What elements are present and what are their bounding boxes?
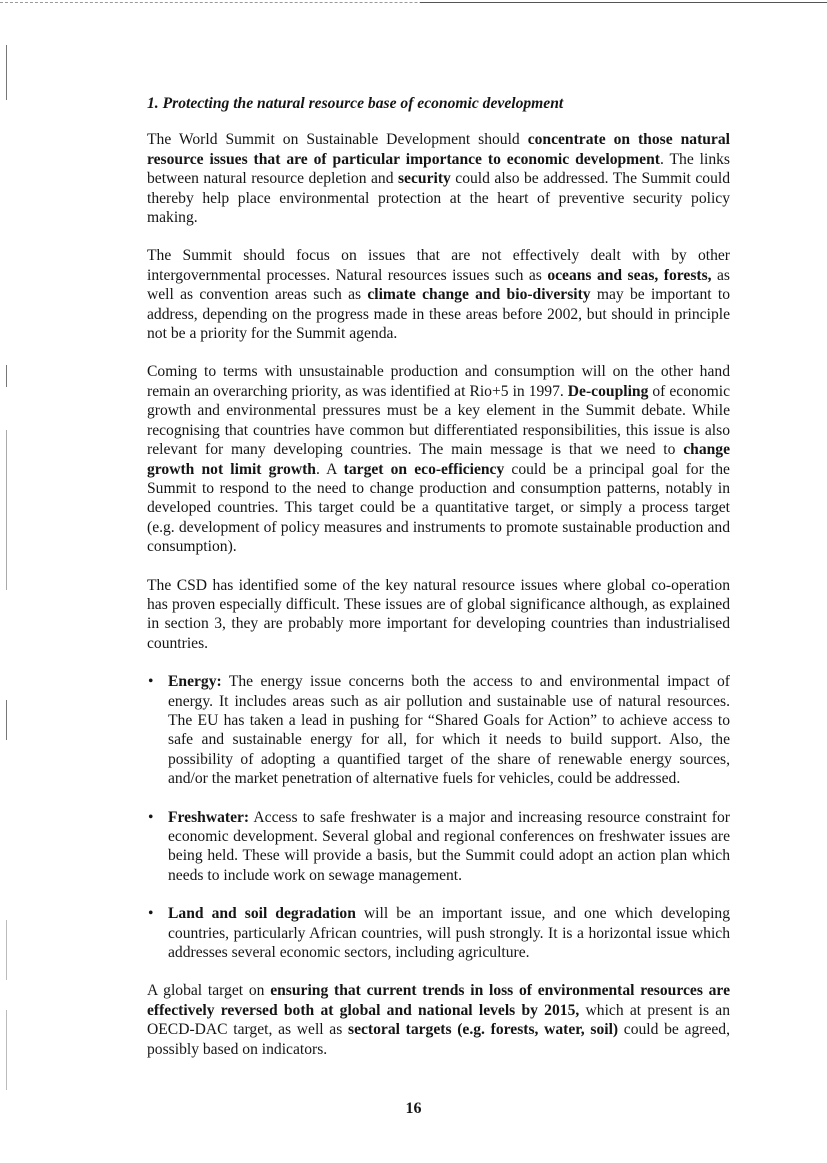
body-paragraph (147, 576, 730, 654)
bold-text-run: Energy: (168, 673, 222, 691)
bold-text-run: security (397, 170, 451, 188)
text-run: will be an important issue, and one which developing countries, particularly African countries, will push strongly. It is a horizontal issue which addresses several economic sectors, including agriculture. (168, 905, 730, 962)
text-run: . The links between natural resource depletion and (147, 150, 731, 188)
scan-top-rule-solid (420, 2, 827, 3)
section-heading: 1. Protecting the natural resource base of economic development (147, 95, 564, 112)
body-paragraphs (147, 130, 730, 653)
body-paragraph (147, 246, 730, 343)
scan-edge-mark (6, 700, 7, 740)
text-run: of economic growth and environmental pressures must be a key element in the Summit debate. While recognising that countries have common but differentiated responsibilities, this issue is also relevant for many developing countries. The main message is that we need to (147, 382, 730, 459)
body-paragraph (147, 130, 730, 227)
bold-text-run: ensuring that current trends in loss of environmental resources are effectively reversed both at global and national levels by 2015, (147, 982, 730, 1019)
bullet-item (147, 808, 730, 886)
text-run: Coming to terms with unsustainable production and consumption will on the other hand remain an overarching priority, as was identified at Rio+5 in 1997. (147, 363, 730, 400)
text-run: which at present is an OECD-DAC target, as well as (147, 1001, 730, 1039)
bold-text-run: change growth not limit growth (147, 441, 730, 478)
scan-edge-mark (6, 365, 7, 387)
body-paragraph (147, 362, 730, 556)
bullet-dot-icon: • (148, 905, 154, 923)
text-run: Access to safe freshwater is a major and increasing resource constraint for economic development. Several global and regional conferences on freshwater issues are being held. These will provide a basis, but the Summit could adopt an action plan which needs to include work on sewage management. (168, 808, 730, 884)
text-run: The World Summit on Sustainable Development should (147, 131, 528, 149)
text-run: could also be addressed. The Summit could thereby help place environmental protection at the heart of preventive security policy making. (147, 170, 731, 227)
document-page (147, 94, 730, 1078)
text-run: A global target on (147, 982, 271, 1000)
text-run: could be a principal goal for the Summit to respond to the need to change production and consumption patterns, notably in developed countries. This target could be a quantitative target, or simply a process target (e.g. development of policy measures and instruments to promote sustainable production and consumption). (147, 460, 730, 556)
bullet-item (147, 904, 730, 962)
bold-text-run: Freshwater: (168, 808, 250, 826)
scan-edge-mark (6, 430, 7, 590)
bold-text-run: sectoral targets (e.g. forests, water, soil) (348, 1021, 619, 1039)
text-run: The energy issue concerns both the access to and environmental impact of energy. It includes areas such as air pollution and sustainable use of natural resources. The EU has taken a lead in pushing for “Shared Goals for Action” to achieve access to safe and sustainable energy for all, for which it needs to build support. Also, the possibility of adopting a quantified target of the share of renewable energy sources, and/or the market penetration of alternative fuels for vehicles, could be addressed. (168, 673, 730, 788)
bold-text-run: Land and soil degradation (168, 905, 356, 923)
text-run: The Summit should focus on issues that are not effectively dealt with by other intergovernmental processes. Natural resources issues such as (147, 247, 730, 284)
resource-bullet-list (147, 672, 730, 962)
text-run: could be agreed, possibly based on indicators. (147, 1021, 730, 1058)
scan-edge-mark (6, 920, 7, 980)
bold-text-run: De-coupling (567, 382, 649, 400)
text-run: may be important to address, depending on the progress made in these areas before 2002, but should in principle not be a priority for the Summit agenda. (147, 286, 730, 343)
bold-text-run: concentrate on those natural resource issues that are of particular importance to economic development (147, 131, 730, 168)
bullet-item (147, 672, 730, 788)
text-run: . A (315, 460, 344, 478)
text-run: The CSD has identified some of the key natural resource issues where global co-operation has proven especially difficult. These issues are of global significance although, as explained in section 3, they are probably more important for developing countries than industrialised countries. (147, 576, 730, 652)
bold-text-run: climate change and bio-diversity (367, 286, 591, 304)
bullet-dot-icon: • (148, 808, 154, 826)
text-run: as well as convention areas such as (147, 266, 730, 304)
bold-text-run: target on eco-efficiency (343, 460, 505, 478)
bold-text-run: oceans and seas, forests, (547, 266, 712, 284)
scan-edge-mark (6, 45, 7, 100)
closing-paragraph (147, 981, 730, 1059)
bullet-dot-icon: • (148, 673, 154, 691)
scan-edge-mark (6, 1010, 7, 1090)
page-number: 16 (405, 1100, 422, 1117)
